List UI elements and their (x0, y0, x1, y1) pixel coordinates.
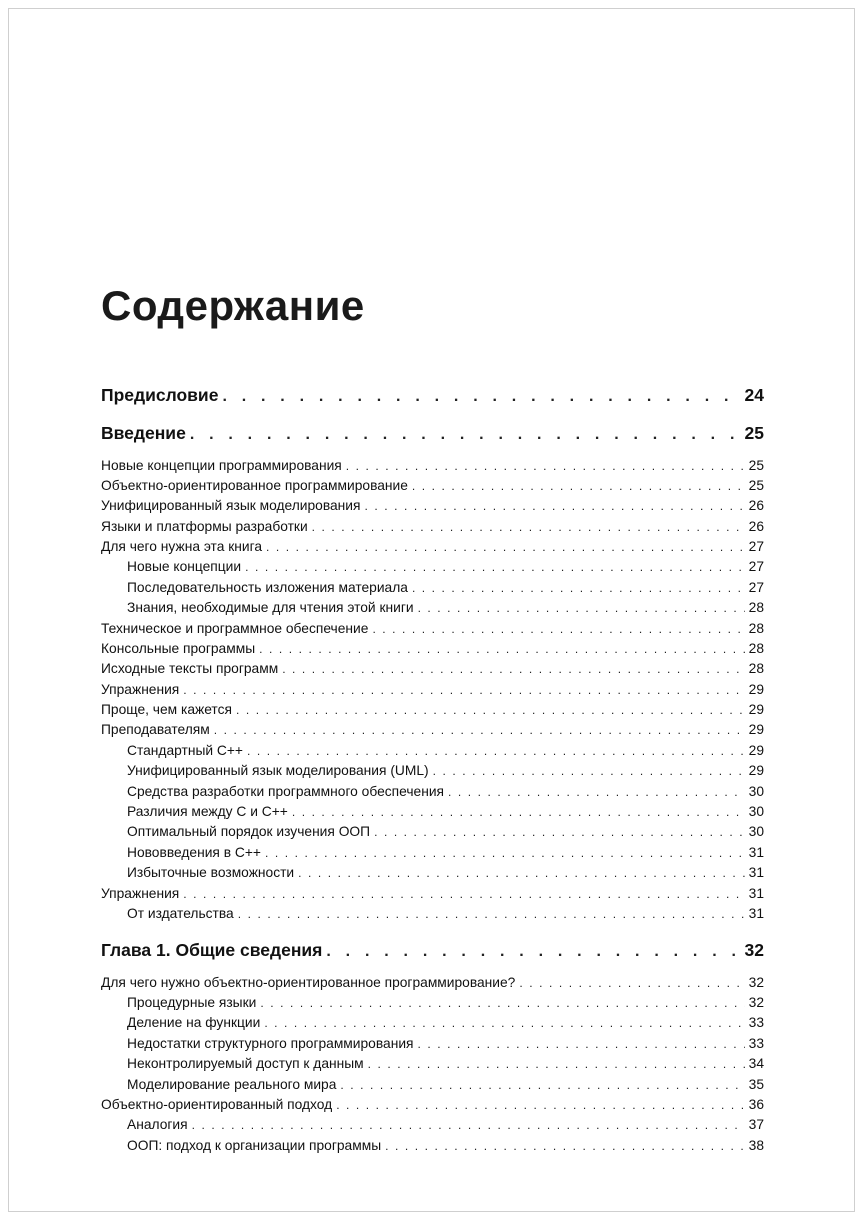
dot-leader (368, 1055, 745, 1074)
dot-leader (418, 1035, 745, 1054)
toc-entry-label: Средства разработки программного обеспечения (127, 784, 445, 799)
toc-entry[interactable] (101, 659, 764, 679)
toc-entry-label: Недостатки структурного программирования (127, 1036, 414, 1051)
dot-leader (183, 681, 744, 700)
dot-leader (412, 579, 745, 598)
toc-page-number: 30 (748, 804, 764, 819)
toc-entry-label: Знания, необходимые для чтения этой книги (127, 600, 414, 615)
toc-entry[interactable] (101, 619, 764, 639)
dot-leader (292, 803, 745, 822)
dot-leader (190, 423, 741, 447)
toc-entry[interactable] (101, 476, 764, 496)
toc-subentry[interactable] (101, 1115, 764, 1135)
toc-entry-label: Последовательность изложения материала (127, 580, 408, 595)
toc-subentry[interactable] (101, 822, 764, 842)
toc-entry[interactable] (101, 720, 764, 740)
dot-leader (374, 823, 745, 842)
toc-subentry[interactable] (101, 843, 764, 863)
toc-entry-label: Языки и платформы разработки (101, 519, 308, 534)
toc-page-number: 24 (744, 385, 764, 405)
toc-entry-label: ООП: подход к организации программы (127, 1138, 382, 1153)
toc-entry-label: Проще, чем кажется (101, 702, 232, 717)
dot-leader (312, 518, 745, 537)
toc-entry-label: Деление на функции (127, 1015, 261, 1030)
toc-entry[interactable] (101, 496, 764, 516)
dot-leader (222, 385, 740, 409)
dot-leader (364, 497, 744, 516)
toc-chapter-introduction[interactable] (101, 421, 764, 447)
toc-entry-label: Преподавателям (101, 722, 210, 737)
toc-entry-label: Упражнения (101, 886, 180, 901)
dot-leader (418, 599, 745, 618)
dot-leader (298, 864, 745, 883)
toc-entry[interactable] (101, 973, 764, 993)
dot-leader (245, 558, 745, 577)
toc-subentry[interactable] (101, 1075, 764, 1095)
toc-page-number: 31 (748, 865, 764, 880)
toc-entry[interactable] (101, 639, 764, 659)
dot-leader (326, 940, 740, 964)
toc-page-number: 31 (748, 845, 764, 860)
toc-subentry[interactable] (101, 782, 764, 802)
toc-entry-label: Для чего нужно объектно-ориентированное программирование? (101, 975, 516, 990)
dot-leader (433, 762, 745, 781)
toc-subentry[interactable] (101, 741, 764, 761)
toc-entry-label: Процедурные языки (127, 995, 257, 1010)
dot-leader (214, 721, 745, 740)
toc-page-number: 28 (748, 661, 764, 676)
toc-entry-label: Глава 1. Общие сведения (101, 940, 323, 960)
toc-entry-label: Моделирование реального мира (127, 1077, 337, 1092)
toc-subentry[interactable] (101, 993, 764, 1013)
toc-page-number: 31 (748, 886, 764, 901)
dot-leader (192, 1116, 745, 1135)
page-title: Содержание (101, 282, 365, 329)
toc-page-number: 32 (748, 975, 764, 990)
dot-leader (183, 885, 744, 904)
toc-subentry[interactable] (101, 1136, 764, 1156)
toc-entry-label: Различия между С и С++ (127, 804, 288, 819)
toc-chapter-1[interactable] (101, 938, 764, 964)
toc-entry-label: Стандартный С++ (127, 743, 243, 758)
toc-subentry[interactable] (101, 1054, 764, 1074)
toc-page-number: 29 (748, 702, 764, 717)
toc-page-number: 33 (748, 1015, 764, 1030)
toc-entry-label: Новые концепции программирования (101, 458, 342, 473)
toc-page-number: 25 (744, 423, 764, 443)
toc-entry-label: Аналогия (127, 1117, 188, 1132)
dot-leader (336, 1096, 744, 1115)
dot-leader (264, 1014, 744, 1033)
toc-subentry[interactable] (101, 761, 764, 781)
toc-page-number: 28 (748, 621, 764, 636)
dot-leader (265, 844, 745, 863)
dot-leader (340, 1076, 744, 1095)
dot-leader (282, 660, 744, 679)
dot-leader (372, 620, 744, 639)
dot-leader (412, 477, 745, 496)
toc-page-number: 33 (748, 1036, 764, 1051)
toc-entry[interactable] (101, 700, 764, 720)
toc-page-number: 30 (748, 824, 764, 839)
toc-subentry[interactable] (101, 863, 764, 883)
toc-chapter-preface[interactable] (101, 383, 764, 409)
toc-page-number: 26 (748, 519, 764, 534)
toc-page-number: 28 (748, 641, 764, 656)
toc-page-number: 25 (748, 458, 764, 473)
toc-entry-label: Упражнения (101, 682, 180, 697)
toc-subentry[interactable] (101, 578, 764, 598)
toc-page-number: 31 (748, 906, 764, 921)
toc-page-number: 29 (748, 763, 764, 778)
dot-leader (260, 994, 744, 1013)
toc-entry[interactable] (101, 456, 764, 476)
toc-page-number: 32 (748, 995, 764, 1010)
toc-page-number: 37 (748, 1117, 764, 1132)
toc-entry-label: Техническое и программное обеспечение (101, 621, 369, 636)
toc-entry-label: Неконтролируемый доступ к данным (127, 1056, 364, 1071)
dot-leader (238, 905, 745, 924)
toc-page-number: 34 (748, 1056, 764, 1071)
dot-leader (266, 538, 745, 557)
toc-page-number: 30 (748, 784, 764, 799)
toc-subentry[interactable] (101, 802, 764, 822)
toc-page-number: 27 (748, 559, 764, 574)
toc-subentry[interactable] (101, 1013, 764, 1033)
toc-page-number: 29 (748, 743, 764, 758)
toc-entry-label: Объектно-ориентированный подход (101, 1097, 333, 1112)
toc-page-number: 38 (748, 1138, 764, 1153)
dot-leader (346, 457, 745, 476)
toc-page-number: 27 (748, 580, 764, 595)
dot-leader (247, 742, 745, 761)
toc-page-number: 29 (748, 722, 764, 737)
toc-entry-label: Для чего нужна эта книга (101, 539, 262, 554)
toc-page-number: 32 (744, 940, 764, 960)
toc-page-number: 25 (748, 478, 764, 493)
toc-entry-label: Избыточные возможности (127, 865, 295, 880)
toc-entry-label: Консольные программы (101, 641, 256, 656)
toc-entry[interactable] (101, 680, 764, 700)
toc-page-number: 36 (748, 1097, 764, 1112)
toc-subentry[interactable] (101, 904, 764, 924)
toc-entry-label: Введение (101, 423, 186, 443)
toc-entry-label: Новые концепции (127, 559, 242, 574)
toc-entry[interactable] (101, 537, 764, 557)
toc-entry-label: Унифицированный язык моделирования (101, 498, 361, 513)
toc-page-number: 29 (748, 682, 764, 697)
toc-entry-label: Объектно-ориентированное программирование (101, 478, 408, 493)
dot-leader (236, 701, 745, 720)
toc-entry-label: Исходные тексты программ (101, 661, 279, 676)
toc-page-number: 28 (748, 600, 764, 615)
dot-leader (519, 974, 744, 993)
toc-entry[interactable] (101, 884, 764, 904)
dot-leader (385, 1137, 745, 1156)
dot-leader (448, 783, 745, 802)
toc-entry-label: Нововведения в С++ (127, 845, 261, 860)
dot-leader (259, 640, 745, 659)
toc-entry-label: Предисловие (101, 385, 219, 405)
toc-subentry[interactable] (101, 557, 764, 577)
toc-subentry[interactable] (101, 598, 764, 618)
toc-page-number: 35 (748, 1077, 764, 1092)
toc-subentry[interactable] (101, 1034, 764, 1054)
toc-entry[interactable] (101, 517, 764, 537)
toc-page-number: 27 (748, 539, 764, 554)
toc-page-number: 26 (748, 498, 764, 513)
toc-entry-label: Унифицированный язык моделирования (UML) (127, 763, 429, 778)
toc-entry[interactable] (101, 1095, 764, 1115)
toc-entry-label: От издательства (127, 906, 234, 921)
toc-entry-label: Оптимальный порядок изучения ООП (127, 824, 371, 839)
